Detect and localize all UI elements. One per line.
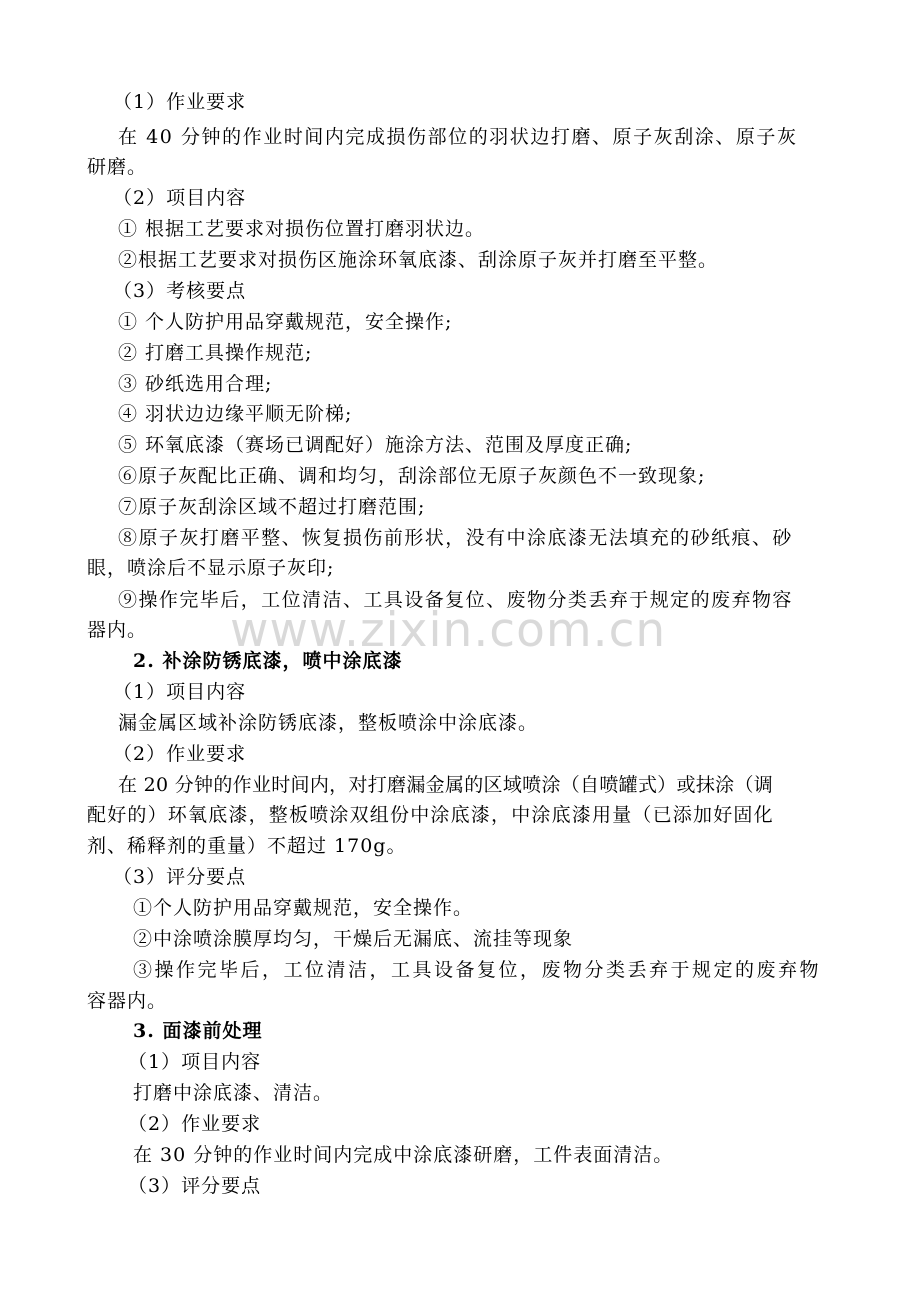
list-item: ⑨操作完毕后，工位清洁、工具设备复位、废物分类丢弃于规定的废弃物容 xyxy=(118,589,793,611)
list-item: ①个人防护用品穿戴规范，安全操作。 xyxy=(133,897,474,919)
section-heading-2: 2. 补涂防锈底漆，喷中涂底漆 xyxy=(133,650,403,672)
list-item: ⑧原子灰打磨平整、恢复损伤前形状，没有中涂底漆无法填充的砂纸痕、砂 xyxy=(118,527,793,549)
list-item: ②根据工艺要求对损伤区施涂环氧底漆、刮涂原子灰并打磨至平整。 xyxy=(118,249,719,271)
list-item: ②中涂喷涂膜厚均匀，干燥后无漏底、流挂等现象 xyxy=(133,928,574,950)
paragraph-line: 在 40 分钟的作业时间内完成损伤部位的羽状边打磨、原子灰刮涂、原子灰 xyxy=(118,126,798,148)
list-item: ④ 羽状边边缘平顺无阶梯; xyxy=(118,403,353,425)
subheading-project-content: （1）项目内容 xyxy=(128,1051,262,1073)
list-item: ③ 砂纸选用合理; xyxy=(118,373,273,395)
subheading-assessment-points: （3）考核要点 xyxy=(113,280,247,302)
list-item: 容器内。 xyxy=(87,990,168,1012)
list-item: ② 打磨工具操作规范; xyxy=(118,342,313,364)
paragraph-line: 配好的）环氧底漆，整板喷涂双组份中涂底漆，中涂底漆用量（已添加好固化 xyxy=(87,804,774,826)
paragraph-line: 漏金属区域补涂防锈底漆，整板喷涂中涂底漆。 xyxy=(118,712,539,734)
paragraph-line: 剂、稀释剂的重量）不超过 170g。 xyxy=(87,835,407,857)
subheading-scoring-points: （3）评分要点 xyxy=(113,866,247,888)
paragraph-line: 打磨中涂底漆、清洁。 xyxy=(133,1082,334,1104)
subheading-job-requirements: （2）作业要求 xyxy=(113,743,247,765)
list-item: ⑤ 环氧底漆（赛场已调配好）施涂方法、范围及厚度正确; xyxy=(118,434,633,456)
watermark: www.zixin.com.cn xyxy=(230,603,667,658)
subheading-job-requirements: （2）作业要求 xyxy=(128,1113,262,1135)
section-heading-3: 3. 面漆前处理 xyxy=(133,1020,263,1042)
list-item: ⑦原子灰刮涂区域不超过打磨范围; xyxy=(118,496,426,518)
list-item: 器内。 xyxy=(87,619,148,641)
list-item: ⑥原子灰配比正确、调和均匀，刮涂部位无原子灰颜色不一致现象; xyxy=(118,465,706,487)
list-item: ③操作完毕后，工位清洁，工具设备复位，废物分类丢弃于规定的废弃物 xyxy=(133,959,822,981)
subheading-job-requirements: （1）作业要求 xyxy=(113,91,247,113)
subheading-project-content: （1）项目内容 xyxy=(113,681,247,703)
subheading-scoring-points: （3）评分要点 xyxy=(128,1175,262,1197)
list-item: 眼，喷涂后不显示原子灰印; xyxy=(87,557,335,579)
paragraph-line: 在 20 分钟的作业时间内，对打磨漏金属的区域喷涂（自喷罐式）或抹涂（调 xyxy=(118,774,774,796)
list-item: ① 个人防护用品穿戴规范，安全操作; xyxy=(118,311,453,333)
paragraph-line: 研磨。 xyxy=(87,156,148,178)
paragraph-line: 在 30 分钟的作业时间内完成中涂底漆研磨，工件表面清洁。 xyxy=(133,1144,674,1166)
subheading-project-content: （2）项目内容 xyxy=(113,187,247,209)
list-item: ① 根据工艺要求对损伤位置打磨羽状边。 xyxy=(118,218,486,240)
